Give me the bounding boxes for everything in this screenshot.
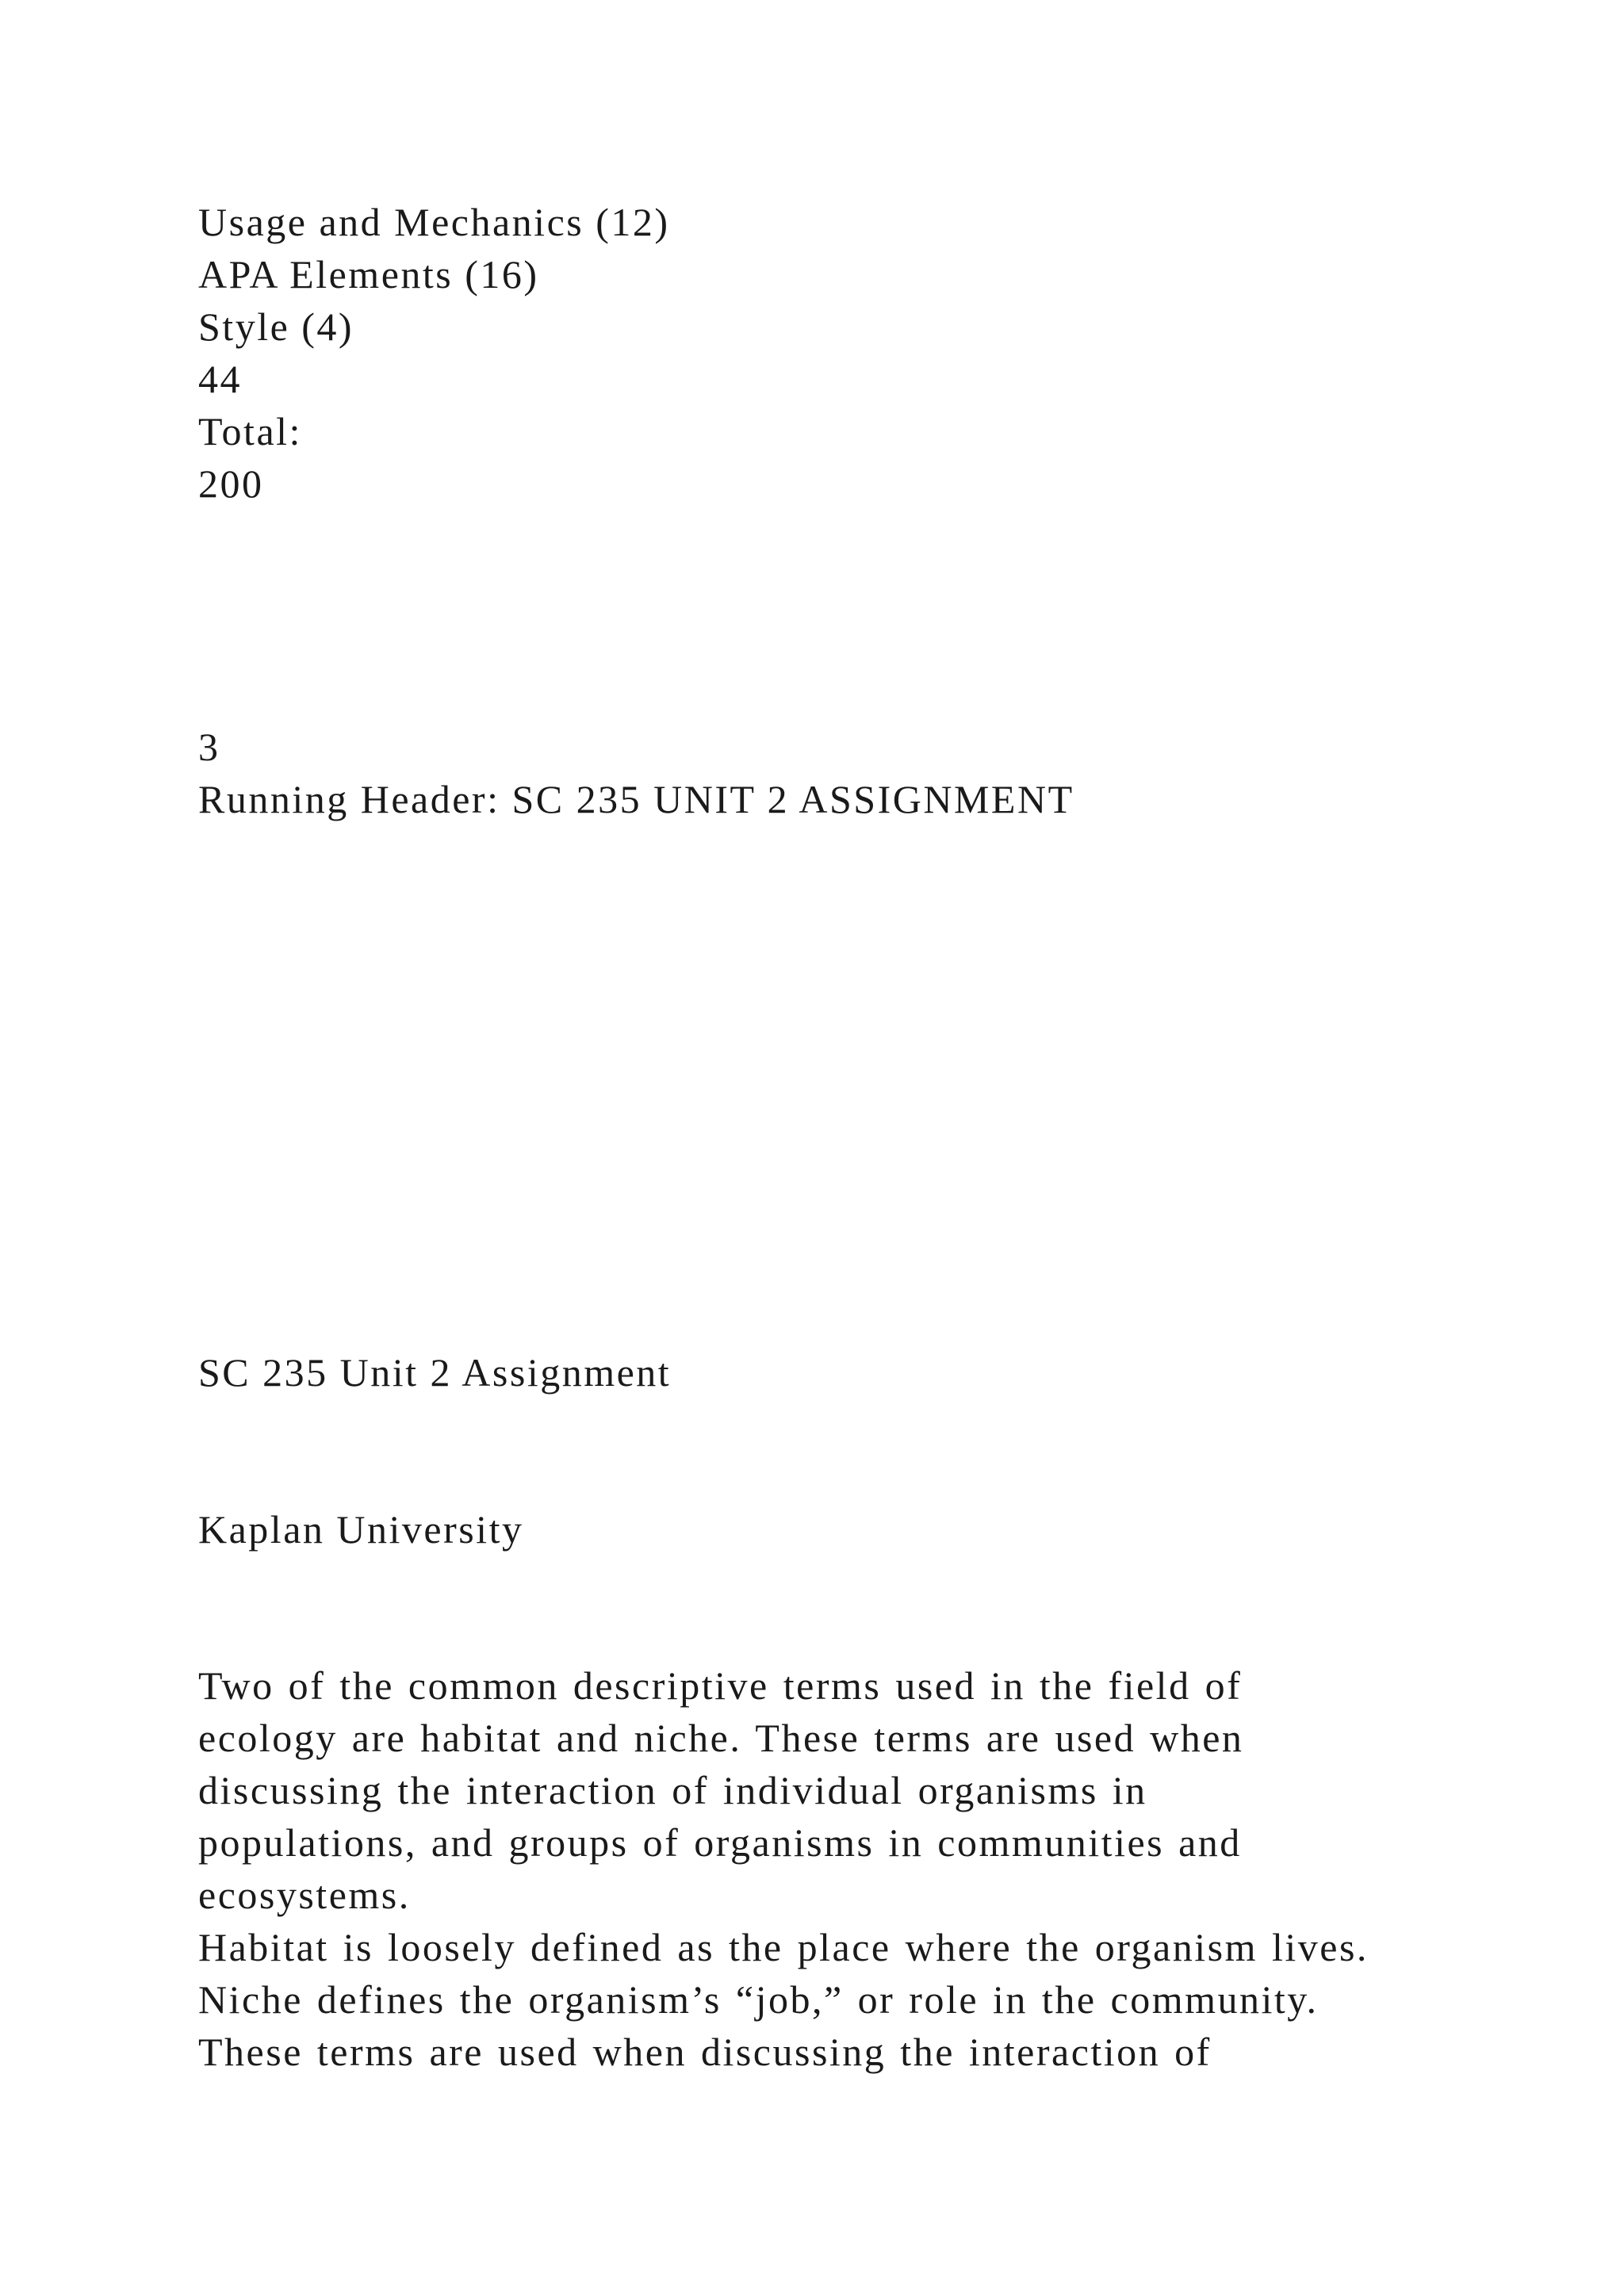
rubric-subtotal: 44 xyxy=(198,357,242,401)
body-line: These terms are used when discussing the interaction of xyxy=(198,2030,1212,2074)
body-line: populations, and groups of organisms in communities and xyxy=(198,1820,1242,1865)
body-line: ecology are habitat and niche. These terms are used when xyxy=(198,1716,1244,1760)
rubric-item-usage-mechanics: Usage and Mechanics (12) xyxy=(198,200,670,244)
rubric-item-style: Style (4) xyxy=(198,304,354,349)
body-line: Niche defines the organism’s “job,” or role in the community. xyxy=(198,1977,1319,2022)
rubric-item-apa-elements: APA Elements (16) xyxy=(198,252,539,297)
body-line: Two of the common descriptive terms used in the field of xyxy=(198,1663,1243,1708)
institution-name: Kaplan University xyxy=(198,1507,524,1552)
body-line: ecosystems. xyxy=(198,1873,411,1917)
rubric-total-value: 200 xyxy=(198,461,264,506)
document-title: SC 235 Unit 2 Assignment xyxy=(198,1350,672,1395)
page-number: 3 xyxy=(198,725,220,769)
running-header: Running Header: SC 235 UNIT 2 ASSIGNMENT xyxy=(198,777,1074,821)
rubric-total-label: Total: xyxy=(198,409,302,453)
body-line: discussing the interaction of individual organisms in xyxy=(198,1768,1147,1812)
body-line: Habitat is loosely defined as the place where the organism lives. xyxy=(198,1925,1369,1969)
